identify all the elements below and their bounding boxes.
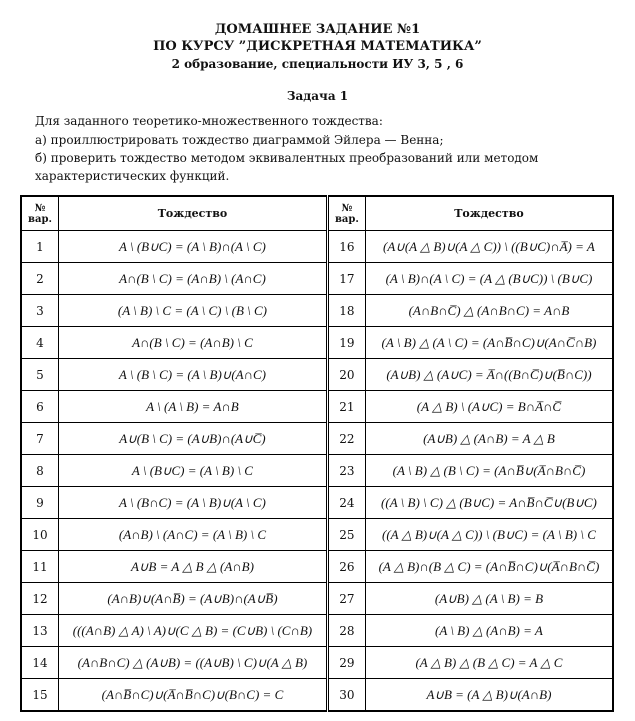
- table-row: [21, 615, 613, 647]
- identity-formula: A∪B = A △ B △ (A∩B): [59, 551, 328, 583]
- variant-number: 13: [21, 615, 59, 647]
- table-row: [21, 583, 613, 615]
- identity-formula: (A \ B) \ C = (A \ C) \ (B \ C): [59, 295, 328, 327]
- variant-number: 4: [21, 327, 59, 359]
- doc-title-line2: ПО КУРСУ ”ДИСКРЕТНАЯ МАТЕМАТИКА”: [153, 39, 482, 54]
- variant-number: 10: [21, 519, 59, 551]
- table-row: [21, 519, 613, 551]
- variant-number: 5: [21, 359, 59, 391]
- variant-number: 19: [327, 327, 365, 359]
- item-a: а) проиллюстрировать тождество диаграммой Эйлера — Венна;: [35, 133, 444, 147]
- identity-formula: ((A △ B)∪(A △ C)) \ (B∪C) = (A \ B) \ C: [365, 519, 613, 551]
- variant-number: 12: [21, 583, 59, 615]
- identity-formula: (A \ B)∩(A \ C) = (A △ (B∪C)) \ (B∪C): [365, 263, 613, 295]
- col-num-header: № вар.: [327, 196, 365, 231]
- variant-number: 8: [21, 455, 59, 487]
- identity-formula: (A △ B) \ (A∪C) = B∩A̅∩C̅: [365, 391, 613, 423]
- variant-number: 28: [327, 615, 365, 647]
- identity-formula: A \ (A \ B) = A∩B: [59, 391, 328, 423]
- doc-title-line1: ДОМАШНЕЕ ЗАДАНИЕ №1: [214, 22, 421, 37]
- variant-number: 1: [21, 231, 59, 263]
- item-b: б) проверить тождество методом эквивалентных преобразований или методом характеристических функций.: [35, 151, 539, 183]
- variant-number: 14: [21, 647, 59, 679]
- variant-number: 23: [327, 455, 365, 487]
- identity-formula: (A∩B) \ (A∩C) = (A \ B) \ C: [59, 519, 328, 551]
- variant-number: 6: [21, 391, 59, 423]
- table-row: [21, 455, 613, 487]
- variant-number: 18: [327, 295, 365, 327]
- variant-number: 17: [327, 263, 365, 295]
- variant-number: 26: [327, 551, 365, 583]
- table-row: [21, 231, 613, 263]
- variant-number: 29: [327, 647, 365, 679]
- col-identity-header: Тождество: [365, 196, 613, 231]
- table-row: [21, 679, 613, 712]
- table-row: [21, 647, 613, 679]
- col-identity-header: Тождество: [59, 196, 328, 231]
- table-row: [21, 423, 613, 455]
- identity-formula: (A∩B)∪(A∩B̅) = (A∪B)∩(A∪B̅): [59, 583, 328, 615]
- identity-formula: (A \ B) △ (B \ C) = (A∩B̅∪(A̅∩B∩C̅): [365, 455, 613, 487]
- variant-number: 30: [327, 679, 365, 712]
- variant-number: 25: [327, 519, 365, 551]
- variant-number: 24: [327, 487, 365, 519]
- col-num-header: № вар.: [21, 196, 59, 231]
- identity-formula: A∩(B \ C) = (A∩B) \ C: [59, 327, 328, 359]
- identity-formula: (A∪B) △ (A∩B) = A △ B: [365, 423, 613, 455]
- identity-formula: A∩(B \ C) = (A∩B) \ (A∩C): [59, 263, 328, 295]
- table-row: [21, 327, 613, 359]
- variant-number: 3: [21, 295, 59, 327]
- identity-formula: (((A∩B) △ A) \ A)∪(C △ B) = (C∪B) \ (C∩B): [59, 615, 328, 647]
- identity-formula: A \ (B∪C) = (A \ B)∩(A \ C): [59, 231, 328, 263]
- identity-formula: (A \ B) △ (A∩B) = A: [365, 615, 613, 647]
- identity-formula: A∪(B \ C) = (A∪B)∩(A∪C̅): [59, 423, 328, 455]
- identities-table: [20, 195, 614, 712]
- identity-formula: (A∪B) △ (A \ B) = B: [365, 583, 613, 615]
- variant-number: 11: [21, 551, 59, 583]
- table-row: [21, 295, 613, 327]
- identity-formula: A \ (B∪C) = (A \ B) \ C: [59, 455, 328, 487]
- doc-subtitle: 2 образование, специальности ИУ 3, 5 , 6: [171, 57, 464, 71]
- table-row: [21, 263, 613, 295]
- variant-number: 20: [327, 359, 365, 391]
- identity-formula: A \ (B \ C) = (A \ B)∪(A∩C): [59, 359, 328, 391]
- variant-number: 16: [327, 231, 365, 263]
- table-row: [21, 391, 613, 423]
- identity-formula: (A∪(A △ B)∪(A △ C)) \ ((B∪C)∩A̅) = A: [365, 231, 613, 263]
- table-row: [21, 359, 613, 391]
- variant-number: 27: [327, 583, 365, 615]
- identity-formula: (A △ B) △ (B △ C) = A △ C: [365, 647, 613, 679]
- task-title: Задача 1: [286, 89, 349, 103]
- identity-formula: (A △ B)∩(B △ C) = (A∩B̅∩C)∪(A̅∩B∩C̅): [365, 551, 613, 583]
- identity-formula: (A∩B∩C̅) △ (A∩B∩C) = A∩B: [365, 295, 613, 327]
- variant-number: 2: [21, 263, 59, 295]
- variant-number: 7: [21, 423, 59, 455]
- identity-formula: (A∪B) △ (A∪C) = A̅∩((B∩C̅)∪(B̅∩C)): [365, 359, 613, 391]
- identity-formula: (A∩B̅∩C)∪(A̅∩B̅∩C)∪(B∩C) = C: [59, 679, 328, 712]
- identity-formula: A∪B = (A △ B)∪(A∩B): [365, 679, 613, 712]
- variant-number: 21: [327, 391, 365, 423]
- identity-formula: (A \ B) △ (A \ C) = (A∩B̅∩C)∪(A∩C̅∩B): [365, 327, 613, 359]
- table-row: [21, 551, 613, 583]
- intro-text: Для заданного теоретико-множественного тождества:: [35, 114, 383, 128]
- identity-formula: A \ (B∩C) = (A \ B)∪(A \ C): [59, 487, 328, 519]
- variant-number: 22: [327, 423, 365, 455]
- variant-number: 15: [21, 679, 59, 712]
- identity-formula: (A∩B∩C) △ (A∪B) = ((A∪B) \ C)∪(A △ B): [59, 647, 328, 679]
- identity-formula: ((A \ B) \ C) △ (B∪C) = A∩B̅∩C̅∪(B∪C): [365, 487, 613, 519]
- variant-number: 9: [21, 487, 59, 519]
- table-row: [21, 487, 613, 519]
